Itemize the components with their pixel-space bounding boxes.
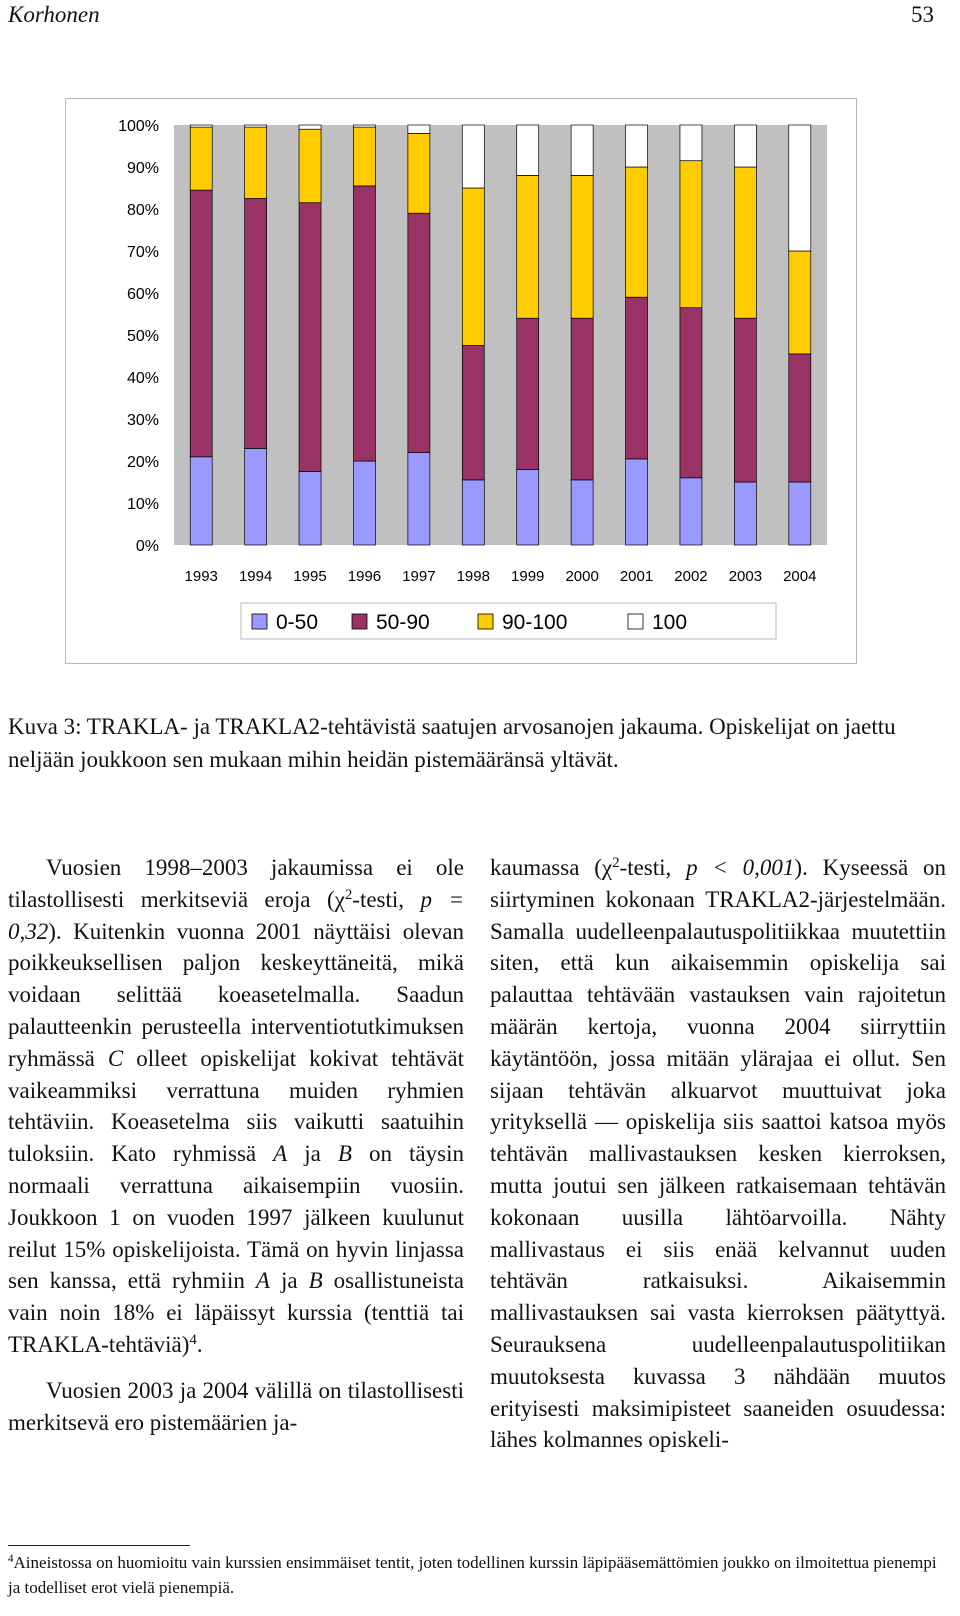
bar-segment-100: [571, 125, 593, 175]
group-label: C: [107, 1045, 124, 1071]
legend-label: 90-100: [502, 611, 568, 634]
bar-segment-0-50: [680, 478, 702, 545]
legend-label: 100: [652, 611, 688, 634]
y-tick-label: 30%: [126, 412, 159, 429]
bar-segment-90-100: [353, 127, 375, 186]
y-tick-label: 50%: [126, 328, 159, 345]
plot-area: [174, 125, 827, 545]
y-tick-label: 10%: [126, 496, 159, 513]
x-tick-label: 1997: [402, 568, 436, 585]
x-tick-label: 2004: [783, 568, 817, 585]
bar-segment-50-90: [517, 318, 539, 469]
y-tick-label: 90%: [126, 160, 159, 177]
bar-segment-0-50: [245, 448, 267, 545]
bar-segment-50-90: [789, 354, 811, 482]
x-tick-label: 1999: [511, 568, 545, 585]
group-label: B: [308, 1268, 323, 1294]
bar-segment-50-90: [462, 346, 484, 480]
y-tick-label: 70%: [126, 244, 159, 261]
bar-segment-100: [626, 125, 648, 167]
figure-caption: Kuva 3: TRAKLA- ja TRAKLA2-tehtävistä saatujen arvosanojen jakauma. Opiskelijat on jaettu neljään joukkoon sen mukaan mihin heidän pistemääränsä yltävät.: [8, 714, 896, 772]
legend-swatch: [252, 614, 267, 629]
x-tick-label: 1994: [238, 568, 273, 585]
y-tick-label: 40%: [126, 370, 159, 387]
bar-segment-100: [299, 125, 321, 129]
bar-segment-50-90: [245, 199, 267, 449]
bar-segment-100: [408, 125, 430, 133]
bar-segment-50-90: [353, 186, 375, 461]
y-tick-label: 80%: [126, 202, 159, 219]
x-tick-label: 2003: [728, 568, 763, 585]
y-tick-label: 20%: [126, 454, 159, 471]
bar-segment-0-50: [462, 480, 484, 545]
bar-segment-0-50: [789, 482, 811, 545]
legend-label: 0-50: [276, 611, 319, 634]
running-header-author: Korhonen: [8, 2, 100, 27]
stacked-bar-chart: [65, 98, 857, 664]
math-expression: p = 0,32: [8, 886, 464, 944]
superscript: 2: [344, 886, 353, 903]
legend-swatch: [628, 614, 643, 629]
bar-segment-50-90: [299, 203, 321, 472]
text-column-left: [8, 852, 464, 1438]
math-expression: p < 0,001: [686, 855, 795, 880]
bar-segment-90-100: [571, 175, 593, 318]
bar-segment-50-90: [734, 318, 756, 482]
bar-segment-0-50: [571, 480, 593, 545]
bar-segment-100: [734, 125, 756, 167]
group-label: A: [273, 1141, 288, 1167]
bar-segment-0-50: [299, 472, 321, 546]
x-tick-label: 1998: [456, 568, 490, 585]
chart-canvas: [66, 99, 856, 663]
footnote-rule: [8, 1545, 190, 1546]
legend-swatch: [352, 614, 367, 629]
paragraph: Vuosien 1998–2003 jakaumissa ei ole tilastollisesti merkitseviä eroja ($\chi^2$-testi, p = 0,32). Kuitenkin vuonna 2001 näyttäisi olevan poikkeuksellisen paljon keskeyttäneitä, mikä voidaan selittää koeasetelmalla. Saadun palautteenkin perusteella interventiotutkimuksen ryhmässä C olleet opiskelijat kokivat tehtävät vaikeammiksi verrattuna muiden ryhmien tehtäviin. Koeasetelma siis vaikutti saatuihin tuloksiin. Kato ryhmissä A ja B on täysin normaali verrattuna aikaisempiin vuosiin. Joukkoon 1 on vuoden 1997 jälkeen kuulunut reilut 15% opiskelijoista. Tämä on hyvin linjassa sen kanssa, että ryhmiin A ja B osallistuneista vain noin 18% ei läpäissyt kurssia (tenttiä tai TRAKLA-tehtäviä)$^4$.: [8, 855, 464, 1357]
paragraph: Vuosien 2003 ja 2004 välillä on tilastollisesti merkitsevä ero pistemäärien ja-: [8, 1377, 464, 1435]
x-tick-label: 2001: [619, 568, 654, 585]
page-number: 53: [911, 2, 934, 27]
bar-segment-100: [517, 125, 539, 175]
bar-segment-0-50: [408, 453, 430, 545]
bar-segment-50-90: [680, 308, 702, 478]
bar-segment-90-100: [789, 251, 811, 354]
bar-segment-0-50: [517, 469, 539, 545]
x-tick-label: 1993: [184, 568, 218, 585]
bar-segment-0-50: [190, 457, 212, 545]
bar-segment-100: [680, 125, 702, 161]
y-tick-label: 60%: [126, 286, 159, 303]
y-tick-label: 100%: [118, 118, 159, 135]
bar-segment-100: [789, 125, 811, 251]
text-column-right: [490, 852, 946, 1456]
x-tick-label: 2000: [565, 568, 599, 585]
bar-segment-0-50: [734, 482, 756, 545]
bar-segment-50-90: [408, 213, 430, 452]
footnote-mark: 4: [8, 1552, 14, 1565]
group-label: A: [255, 1268, 270, 1294]
x-tick-label: 1995: [293, 568, 327, 585]
x-tick-label: 1996: [347, 568, 382, 585]
bar-segment-90-100: [517, 175, 539, 318]
group-label: B: [337, 1141, 352, 1167]
bar-segment-90-100: [408, 133, 430, 213]
x-tick-label: 2002: [674, 568, 708, 585]
superscript: 2: [612, 854, 620, 871]
bar-segment-90-100: [299, 129, 321, 203]
footnote: $^4$Aineistossa on huomioitu vain kurssien ensimmäiset tentit, joten todellinen kurssin läpipääsemättömien joukko on ilmoitettua pienempi ja todelliset erot vielä pienempiä.: [8, 1552, 937, 1597]
bar-segment-90-100: [462, 188, 484, 346]
bar-segment-100: [462, 125, 484, 188]
paragraph: kaumassa ($\chi^2$-testi, p < 0,001). Kyseessä on siirtyminen kokonaan TRAKLA2-järjestelmään. Samalla uudelleenpalautuspolitiikkaa muutettiin siten, että kun aikaisemmin opiskelija sai palauttaa tehtävään vastauksen vain rajoitetun määrän kertoja, vuonna 2004 siirryttiin käytäntöön, jossa mitään ylärajaa ei ollut. Sen sijaan tehtävän alkuarvot muuttuivat joka yrityksellä — opiskelija siis saattoi katsoa myös tehtävän mallivastauksen kesken kierroksen, mutta joutui sen jälkeen ratkaisemaan tehtävän kokonaan uusilla lähtöarvoilla. Nähty mallivastaus ei siis enää kelvannut uuden tehtävän ratkaisuksi. Aikaisemmin mallivastauksen sai vasta kierroksen päätyttyä. Seurauksena uudelleenpalautuspolitiikan muutoksesta kuvassa 3 nähdään muutos erityisesti maksimipisteet saaneiden osuudessa: lähes kolmannes opiskeli-: [490, 854, 946, 1453]
bar-segment-50-90: [190, 190, 212, 457]
bar-segment-100: [190, 125, 212, 127]
y-tick-label: 0%: [135, 538, 159, 555]
bar-segment-50-90: [626, 297, 648, 459]
legend-label: 50-90: [376, 611, 430, 634]
bar-segment-0-50: [626, 459, 648, 545]
bar-segment-90-100: [734, 167, 756, 318]
bar-segment-90-100: [626, 167, 648, 297]
bar-segment-90-100: [190, 127, 212, 190]
footnote-reference[interactable]: 4: [189, 1331, 197, 1348]
bar-segment-50-90: [571, 318, 593, 480]
bar-segment-90-100: [245, 127, 267, 198]
legend-swatch: [478, 614, 493, 629]
bar-segment-0-50: [353, 461, 375, 545]
bar-segment-100: [245, 125, 267, 127]
bar-segment-100: [353, 125, 375, 127]
bar-segment-90-100: [680, 161, 702, 308]
